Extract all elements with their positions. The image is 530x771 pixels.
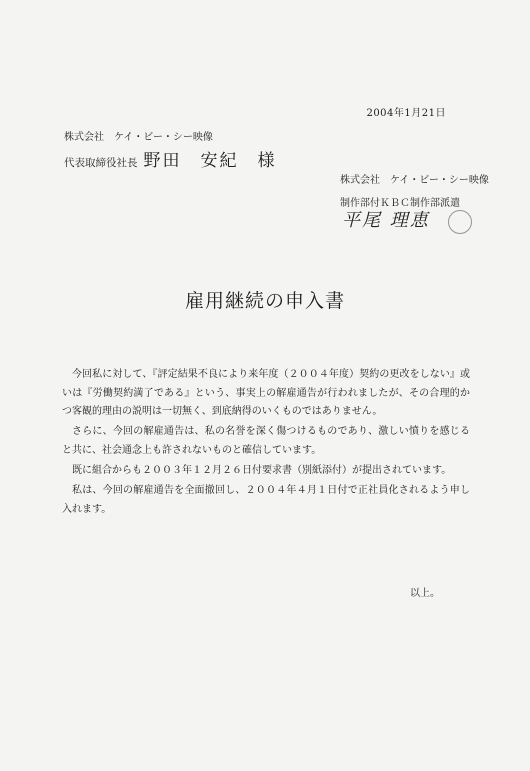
recipient-company: 株式会社 ケイ・ビー・シー映像 — [64, 132, 213, 143]
document-title: 雇用継続の申入書 — [184, 290, 345, 312]
sender-department: 制作部付ＫＢＣ制作部派遣 — [340, 198, 460, 209]
recipient-name: 野田 安紀 様 — [143, 151, 277, 171]
signature-block — [340, 204, 470, 238]
letter-date: 2004年1月21日 — [366, 108, 446, 119]
recipient-line — [64, 146, 277, 171]
body-paragraph: 私は、今回の解雇通告を全面撤回し、２００４年４月１日付で正社員化されるよう申し入れます。 — [62, 485, 470, 515]
handwritten-signature: 平尾 理恵 — [342, 210, 430, 231]
closing-mark: 以上。 — [410, 588, 440, 599]
letter-body — [62, 366, 470, 521]
recipient-title: 代表取締役社長 — [64, 157, 138, 169]
sender-company: 株式会社 ケイ・ビー・シー映像 — [340, 175, 489, 186]
seal-stamp-icon — [448, 210, 472, 234]
body-paragraph: さらに、今回の解雇通告は、私の名誉を深く傷つけるものであり、激しい憤りを感じると共に、社会通念上も許されないものと確信しています。 — [62, 426, 470, 456]
body-paragraph: 既に組合からも２００３年１２月２６日付要求書（別紙添付）が提出されています。 — [72, 464, 452, 476]
body-paragraph: 今回私に対して、『評定結果不良により来年度（２００４年度）契約の更改をしない』或いは『労働契約満了である』という、事実上の解雇通告が行われましたが、その合理的かつ客観的理由の説明は一切無く、到底納得のいくものではありません。 — [62, 369, 470, 418]
